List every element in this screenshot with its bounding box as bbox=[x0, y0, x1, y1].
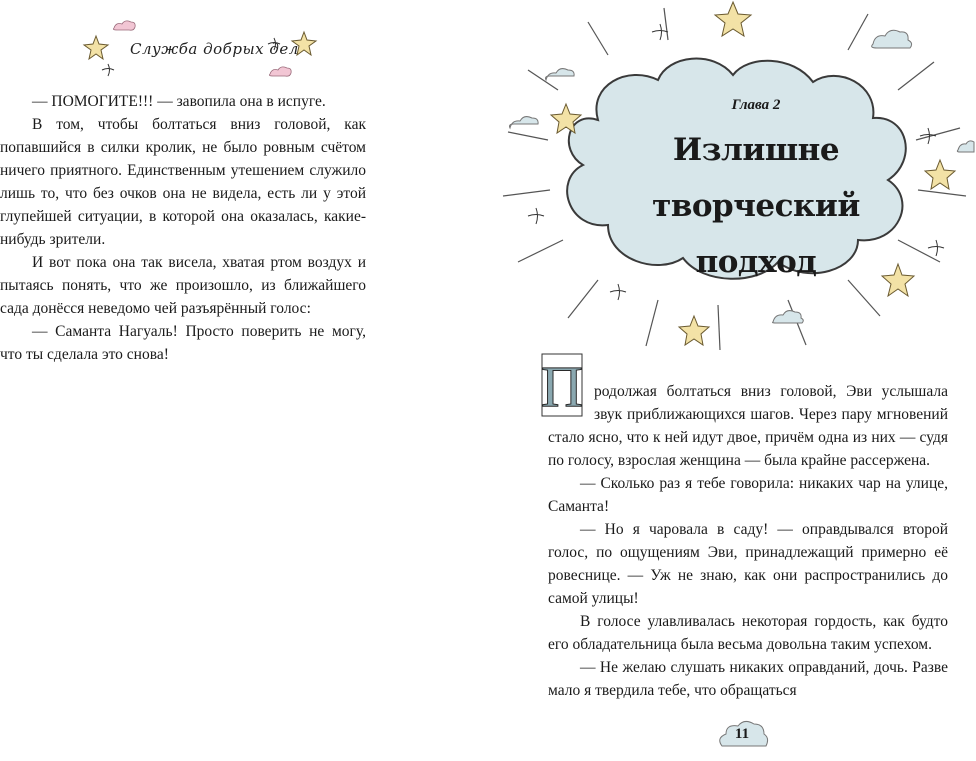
paragraph: — Но я чаровала в саду! — оправдывался второй голос, по ощущениям Эви, принадлежащий примерно её ровеснице. — Уж не знаю, как они распространились до самой улицы! bbox=[548, 521, 948, 607]
page-number-badge bbox=[714, 716, 770, 756]
paragraph-first-text: родолжая болтаться вниз головой, Эви услышала звук приближающихся шагов. Через пару мгновений стало ясно, что к ней идут двое, причём одна из них — судя по голосу, взрослая женщина — была крайне рассержена. bbox=[548, 383, 948, 469]
drop-cap bbox=[538, 350, 586, 420]
chapter-title bbox=[488, 122, 976, 290]
left-page bbox=[0, 0, 488, 756]
paragraph: — Саманта Нагуаль! Просто поверить не могу, что ты сделала это снова! bbox=[0, 323, 366, 363]
svg-text:П: П bbox=[541, 354, 583, 419]
paragraph: — Не желаю слушать никаких оправданий, дочь. Разве мало я твердила тебе, что обращаться bbox=[548, 659, 948, 699]
paragraph: И вот пока она так висела, хватая ртом воздух и пытаясь понять, что же произошло, из ближайшего сада донёсся неведомо чей разъярённый голос: bbox=[0, 254, 366, 317]
chapter-title-line: Излишне bbox=[672, 132, 840, 168]
star-icon bbox=[84, 36, 108, 59]
chapter-title-line: творческий bbox=[652, 188, 860, 224]
paragraph-first bbox=[541, 354, 948, 472]
paragraph: В том, чтобы болтаться вниз головой, как попавшийся в силки кролик, не было ровным счётом ничего приятного. Единственным утешением служило лишь то, что без очков она не видела, есть ли у этой глупейшей ситуации, в которой она оказалась, какие-нибудь зрители. bbox=[0, 116, 366, 248]
chapter-title-line: подход bbox=[695, 244, 817, 280]
right-body-text bbox=[541, 354, 948, 702]
chapter-label: Глава 2 bbox=[731, 97, 781, 113]
right-page bbox=[488, 0, 976, 756]
paragraph: — ПОМОГИТЕ!!! — завопила она в испуге. bbox=[32, 93, 326, 110]
running-head: Служба добрых дел bbox=[130, 40, 299, 58]
paragraph: В голосе улавливалась некоторая гордость, как будто его обладательница была весьма довольна таким успехом. bbox=[548, 613, 948, 653]
paragraph: — Сколько раз я тебе говорила: никаких чар на улице, Саманта! bbox=[548, 475, 948, 515]
page-number: 11 bbox=[734, 726, 750, 742]
left-body-text bbox=[0, 90, 366, 366]
